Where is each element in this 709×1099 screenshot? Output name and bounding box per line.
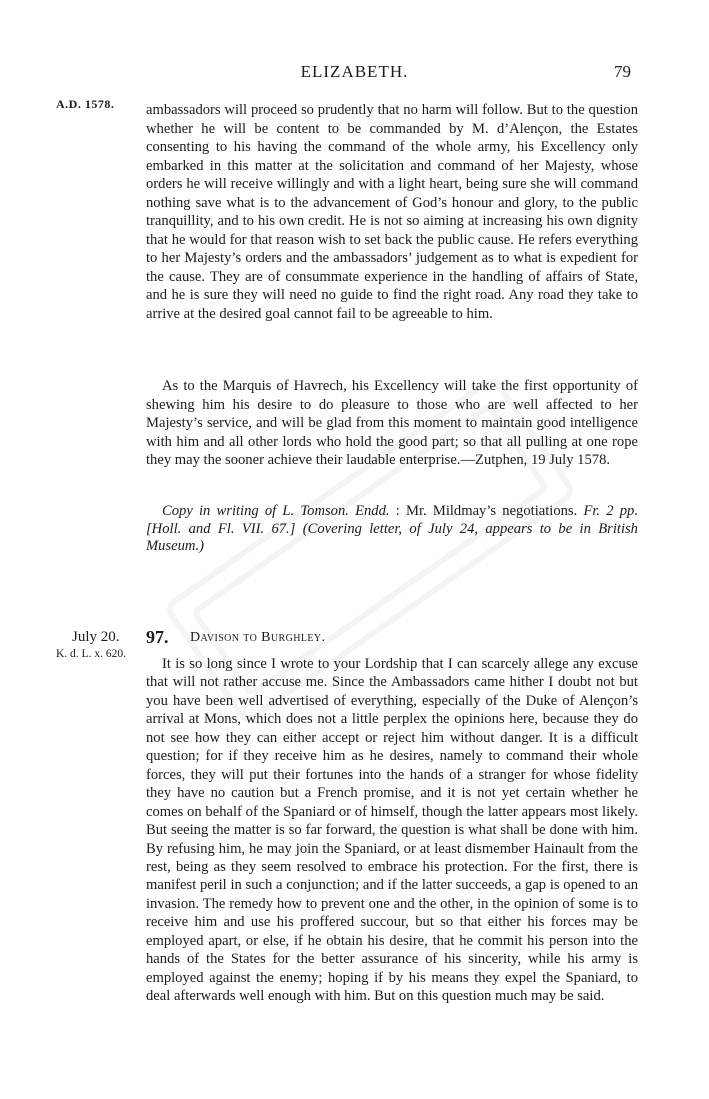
- note-copy: Copy in writing of L. Tomson. Endd.: [162, 503, 390, 519]
- entry-number: 97.: [146, 627, 169, 647]
- paragraph-text: It is so long since I wrote to your Lordship that I can scarcely allege any excuse that will not rather accuse me. Since the Ambassadors came hither I doubt not but you have been well advertised of everything, especially of the Duke of Alençon’s arrival at Mons, which does not a little perplex the opinions here, because they do not see how they can either accept or reject him without danger. It is a difficult question; for if they receive him as he desires, namely to command their whole forces, they will put their fortunes into the hands of a stranger for whose fidelity they have no caution but a French promise, and it is not yet certain whether he comes on behalf of the Spaniard or of himself, though the latter appears most likely. But seeing the matter is so far forward, the question is what shall be done with him. By refusing him, he may join the Spaniard, or at least dismember Hainault from the rest, being as they seem resolved to embrace his protection. For the first, there is manifest peril in such a conjunction; and if the latter succeeds, a gap is opened to an invasion. The remedy how to prevent one and the other, in the opinion of some is to receive him and use his proffered succour, but so that either his forces may be employed apart, or else, if he obtain his desire, that he commit his person into the hands of the States for the better assurance of his sincerity, while his army is employed against the enemy; hoping if by his means they expel the Spaniard, to deal afterwards well enough with him. But on this question much may be said.: [146, 656, 638, 1005]
- page-number: 79: [614, 62, 631, 81]
- paragraph-text: ambassadors will proceed so prudently that no harm will follow. But to the question whether he will be content to be commanded by M. d’Alençon, the Estates consenting to his having the command of the whole army, his Excellency only embarked in this matter at the solicitation and command of her Majesty, whose orders he will receive willingly and with a light heart, being sure she will command nothing save what is to the advancement of God’s honour and glory, to the public tranquillity, and to his own credit. He is not so aiming at increasing his own dignity that he would for that reason wish to set back the public cause. He refers everything to her Majesty’s orders and the ambassadors’ judgement as to what is expedient for the cause. They are of consummate experience in the handling of affairs of State, and he is sure they will need no guide to find the right road. Any road they take to arrive at the desired goal cannot fail to be agreeable to him.: [146, 102, 638, 322]
- margin-date: July 20.: [72, 629, 120, 645]
- entry-title: Davison to Burghley.: [190, 630, 326, 645]
- note-covering-letter: (Covering letter, of July 24, appears to be in British Museum.): [146, 520, 638, 554]
- note-reference: Fr. 2 pp. [Holl. and Fl. VII. 67.]: [146, 503, 638, 537]
- source-note: [146, 503, 638, 556]
- body-paragraph: [146, 377, 638, 470]
- margin-year: A.D. 1578.: [56, 97, 115, 111]
- running-head: ELIZABETH.: [300, 62, 409, 81]
- note-endorsement: : Mr. Mildmay’s negotiations.: [395, 503, 578, 519]
- paragraph-text: As to the Marquis of Havrech, his Excellency will take the first opportunity of shewing him his desire to do pleasure to those who are well affected to her Majesty’s service, and will be glad from this moment to maintain good intelligence with him and all other lords who hold the good part; so that all pulling at one rope they may the sooner achieve their laudable enterprise.—Zutphen, 19 July 1578.: [146, 378, 638, 468]
- margin-reference: K. d. L. x. 620.: [56, 648, 126, 660]
- body-paragraph: [146, 101, 638, 323]
- letter-body: [146, 655, 638, 1006]
